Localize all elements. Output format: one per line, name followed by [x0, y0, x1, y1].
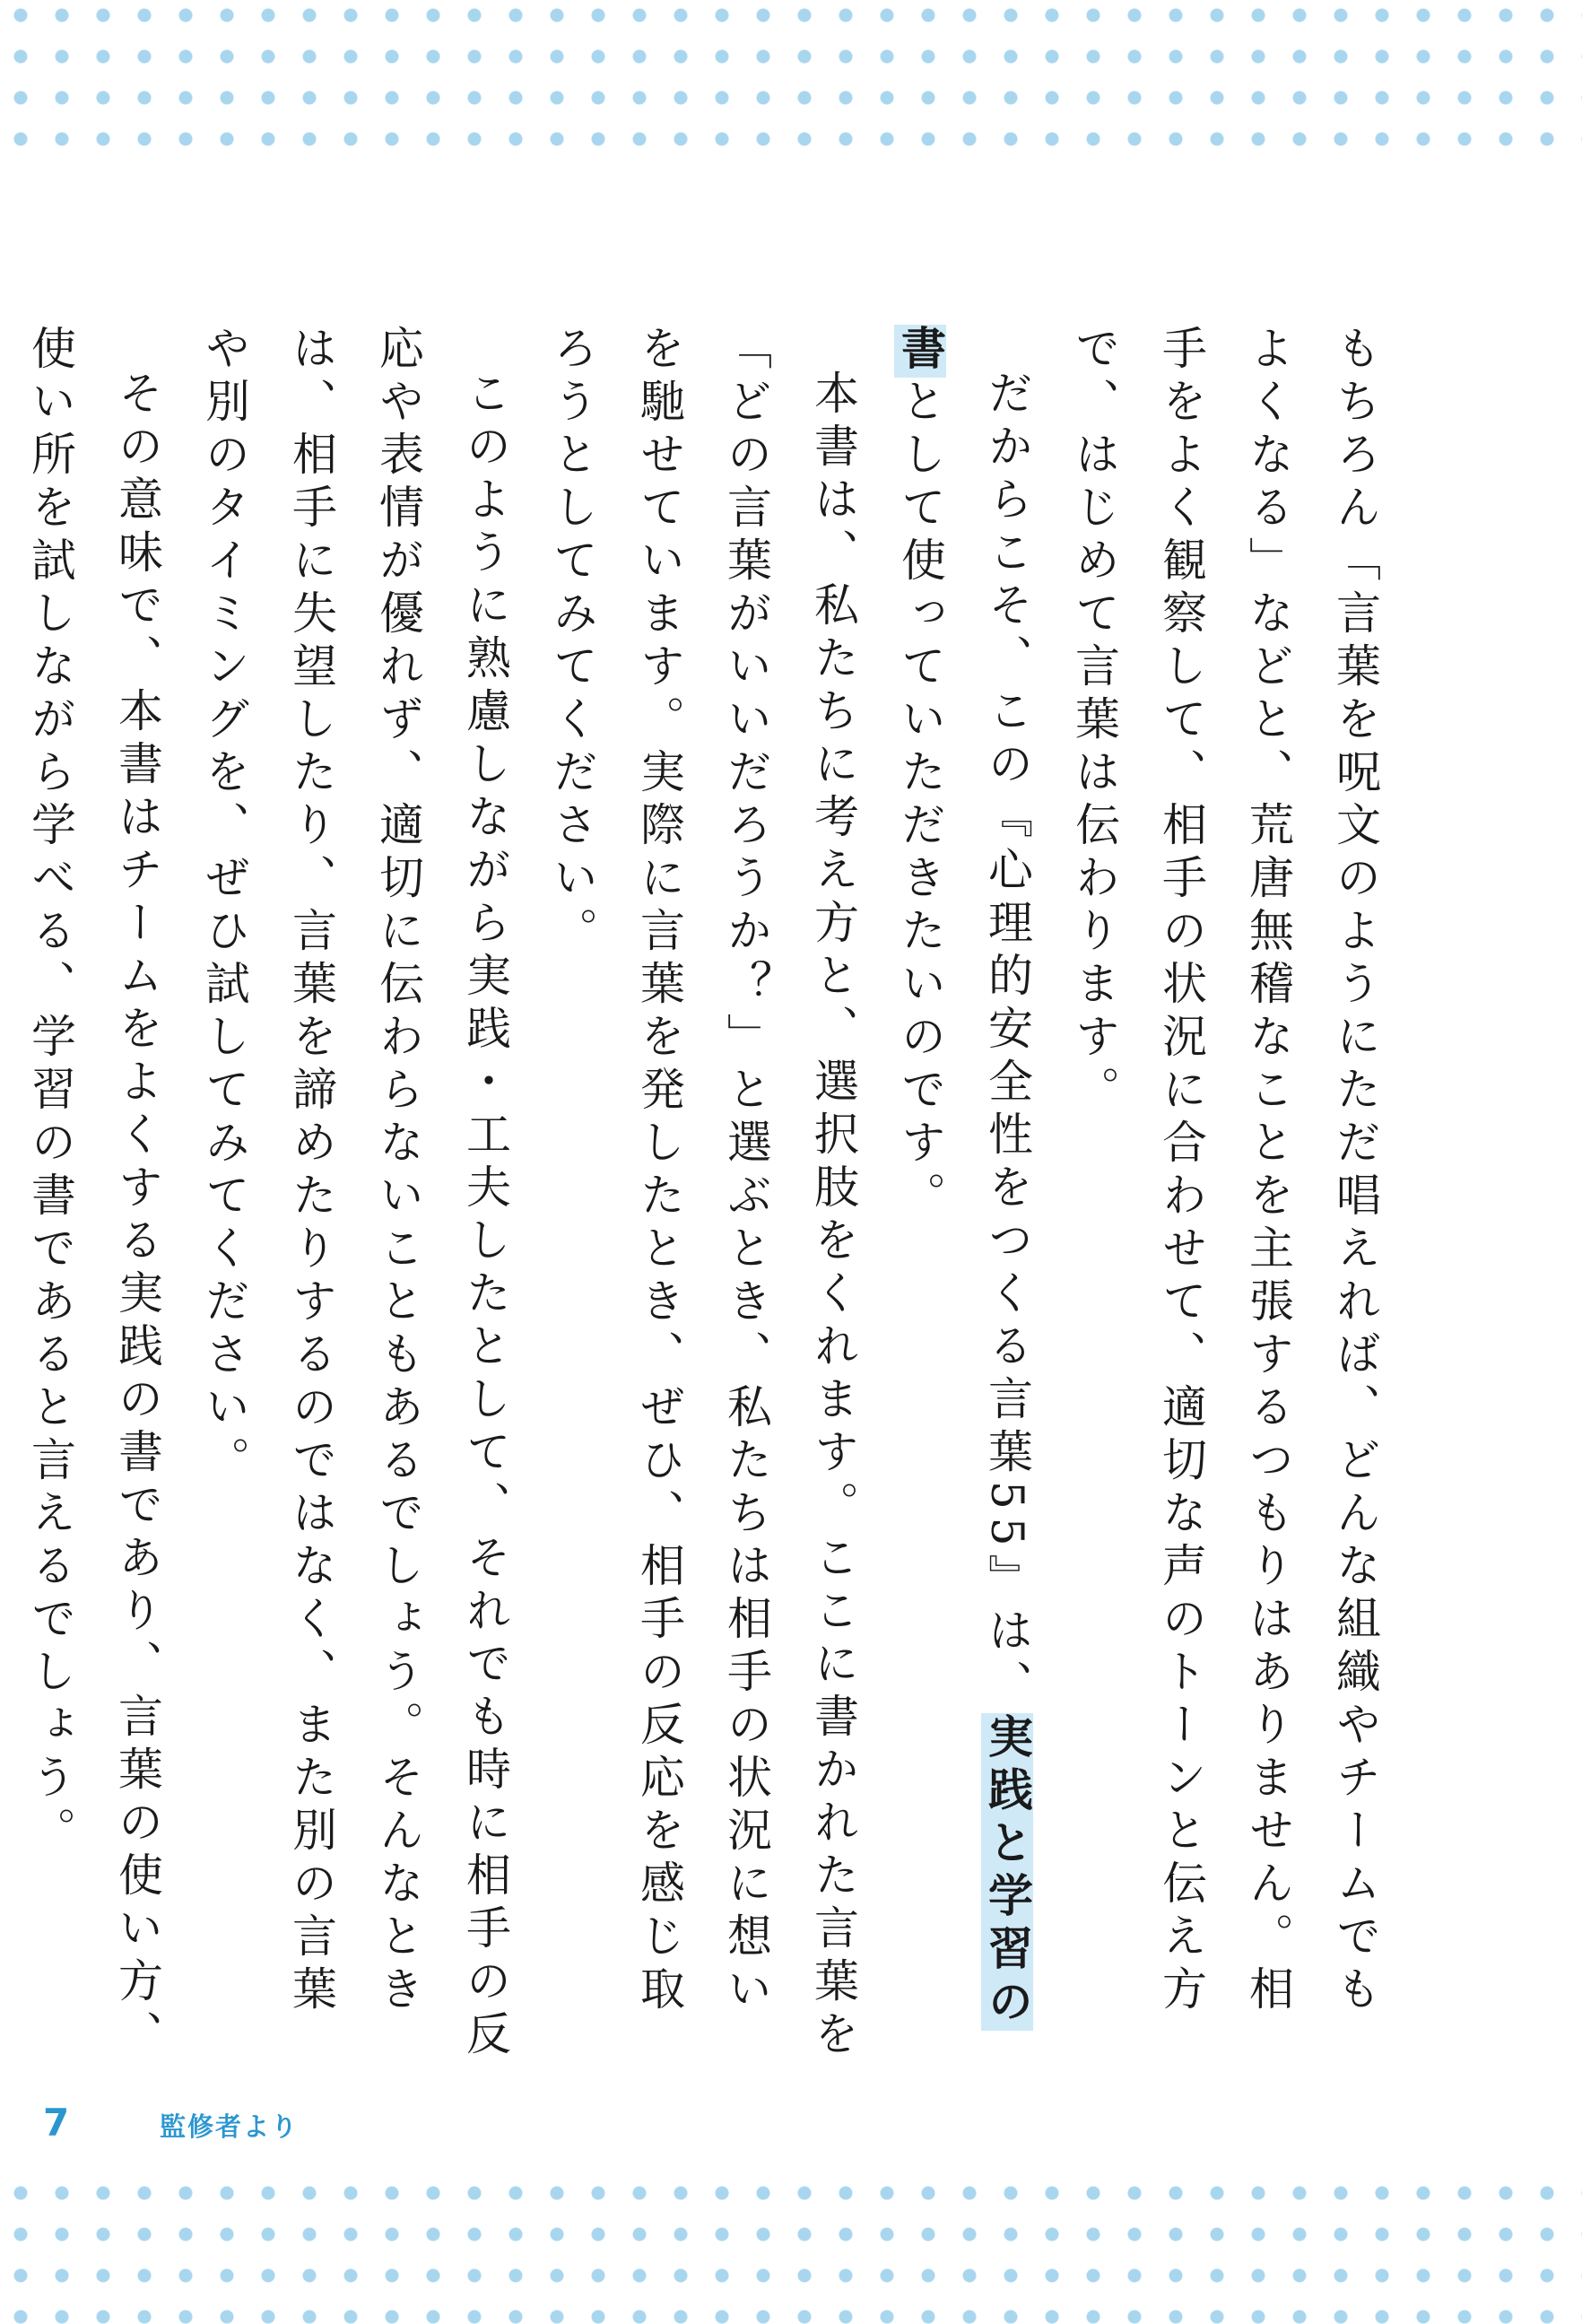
bottom-dot-border [0, 2169, 1582, 2324]
paragraph-1-line-2: と、荒唐無稽なことを主張するつもりはありません。相手をよく観察して、相手の状況に [1155, 325, 1294, 2018]
paragraph-2 [876, 325, 1050, 2065]
paragraph-1-line-1: もちろん「言葉を呪文のようにただ唱えれば、どんな組織やチームでもよくなる」など [1242, 325, 1381, 2018]
paragraph-4 [180, 325, 528, 2065]
paragraph-4-text: このように熟慮しながら実践・工夫したとして、それでも時に相手の反応や表情が優れず、適切に伝わらないこともあるでしょう。そんなときは、相手に失望したり、言葉を諦めたりするのではなく、また別の言葉や別のタイミングを、ぜひ試してみてください。 [198, 325, 511, 2063]
paragraph-5-text: その意味で、本書はチームをよくする実践の書であり、言葉の使い方、使い所を試しながら学べる、学習の書であると言えるでしょう。 [24, 325, 163, 2063]
page-footer [43, 2101, 299, 2145]
paragraph-2-text-before: だからこそ、この『心理的安全性をつくる言葉55』は、 [981, 370, 1033, 1713]
paragraph-5 [6, 325, 180, 2065]
vertical-body-text [24, 325, 1398, 2065]
section-label: 監修者より [160, 2111, 300, 2142]
emphasis-highlight: 実践と学習の書 [894, 325, 1033, 2031]
page-number: 7 [43, 2101, 70, 2145]
paragraph-1-line-3: 合わせて、適切な声のトーンと伝え方で、はじめて言葉は伝わります。 [1068, 325, 1207, 2018]
paragraph-3 [528, 325, 876, 2065]
top-dot-border [0, 0, 1582, 152]
paragraph-1 [1050, 325, 1398, 2065]
paragraph-2-text-after: として使っていただきたいのです。 [894, 378, 946, 1224]
paragraph-3-text: 本書は、私たちに考え方と、選択肢をくれます。ここに書かれた言葉を「どの言葉がいいだろうか？」と選ぶとき、私たちは相手の状況に想いを馳せています。実際に言葉を発したとき、ぜひ、相手の反応を感じ取ろうとしてみてください。 [546, 325, 859, 2063]
